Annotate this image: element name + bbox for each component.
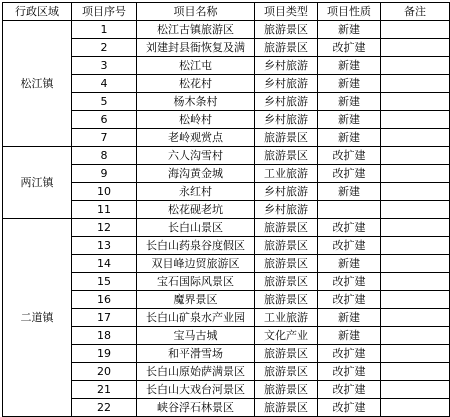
- project-no-cell: 4: [72, 75, 137, 93]
- project-no-cell: 10: [72, 183, 137, 201]
- note-cell: [381, 21, 450, 39]
- project-nature-cell: 改扩建: [318, 219, 381, 237]
- note-cell: [381, 183, 450, 201]
- project-nature-cell: 改扩建: [318, 399, 381, 417]
- table-row: [3, 147, 450, 165]
- district-cell: 松江镇: [3, 21, 72, 147]
- project-nature-cell: 新建: [318, 129, 381, 147]
- project-no-cell: 19: [72, 345, 137, 363]
- project-type-cell: 旅游景区: [255, 237, 318, 255]
- project-name-cell: 长白山矿泉水产业园: [137, 309, 255, 327]
- project-name-cell: 六人沟雪村: [137, 147, 255, 165]
- project-no-cell: 6: [72, 111, 137, 129]
- project-name-cell: 杨木条村: [137, 93, 255, 111]
- table-row: [3, 219, 450, 237]
- project-nature-cell: 改扩建: [318, 147, 381, 165]
- project-name-cell: 峡谷浮石林景区: [137, 399, 255, 417]
- project-type-cell: 乡村旅游: [255, 183, 318, 201]
- project-name-cell: 永红村: [137, 183, 255, 201]
- project-type-cell: 旅游景区: [255, 363, 318, 381]
- project-no-cell: 2: [72, 39, 137, 57]
- project-no-cell: 22: [72, 399, 137, 417]
- note-cell: [381, 219, 450, 237]
- project-name-cell: 松江屯: [137, 57, 255, 75]
- project-name-cell: 长白山原始萨满景区: [137, 363, 255, 381]
- project-type-cell: 乡村旅游: [255, 75, 318, 93]
- project-type-cell: 旅游景区: [255, 399, 318, 417]
- project-type-cell: 旅游景区: [255, 345, 318, 363]
- project-nature-cell: [318, 201, 381, 219]
- project-nature-cell: 新建: [318, 327, 381, 345]
- project-no-cell: 9: [72, 165, 137, 183]
- project-name-cell: 刘建封县衙恢复及满: [137, 39, 255, 57]
- note-cell: [381, 57, 450, 75]
- project-nature-cell: 新建: [318, 255, 381, 273]
- project-name-cell: 松岭村: [137, 111, 255, 129]
- project-type-cell: 工业旅游: [255, 309, 318, 327]
- project-no-cell: 12: [72, 219, 137, 237]
- note-cell: [381, 201, 450, 219]
- note-cell: [381, 345, 450, 363]
- project-nature-cell: 改扩建: [318, 363, 381, 381]
- table-body: [3, 21, 450, 417]
- project-no-cell: 5: [72, 93, 137, 111]
- header-row: [3, 3, 450, 21]
- note-cell: [381, 147, 450, 165]
- note-cell: [381, 273, 450, 291]
- district-cell: 两江镇: [3, 147, 72, 219]
- header-project-type: 项目类型: [255, 3, 318, 21]
- project-type-cell: 乡村旅游: [255, 57, 318, 75]
- project-no-cell: 16: [72, 291, 137, 309]
- project-type-cell: 工业旅游: [255, 165, 318, 183]
- project-nature-cell: 改扩建: [318, 165, 381, 183]
- project-no-cell: 15: [72, 273, 137, 291]
- project-nature-cell: 新建: [318, 309, 381, 327]
- header-district: 行政区域: [3, 3, 72, 21]
- project-name-cell: 松江古镇旅游区: [137, 21, 255, 39]
- project-name-cell: 松花砚老坑: [137, 201, 255, 219]
- project-no-cell: 21: [72, 381, 137, 399]
- note-cell: [381, 327, 450, 345]
- note-cell: [381, 291, 450, 309]
- project-nature-cell: 新建: [318, 57, 381, 75]
- project-name-cell: 松花村: [137, 75, 255, 93]
- header-project-nature: 项目性质: [318, 3, 381, 21]
- project-name-cell: 长白山景区: [137, 219, 255, 237]
- note-cell: [381, 93, 450, 111]
- project-no-cell: 1: [72, 21, 137, 39]
- project-no-cell: 20: [72, 363, 137, 381]
- project-nature-cell: 改扩建: [318, 39, 381, 57]
- note-cell: [381, 381, 450, 399]
- note-cell: [381, 111, 450, 129]
- note-cell: [381, 75, 450, 93]
- project-nature-cell: 改扩建: [318, 345, 381, 363]
- project-type-cell: 旅游景区: [255, 255, 318, 273]
- project-no-cell: 3: [72, 57, 137, 75]
- note-cell: [381, 165, 450, 183]
- note-cell: [381, 237, 450, 255]
- project-no-cell: 13: [72, 237, 137, 255]
- project-type-cell: 乡村旅游: [255, 111, 318, 129]
- project-nature-cell: 新建: [318, 21, 381, 39]
- header-note: 备注: [381, 3, 450, 21]
- project-nature-cell: 改扩建: [318, 273, 381, 291]
- project-name-cell: 魔界景区: [137, 291, 255, 309]
- project-table: [2, 2, 450, 417]
- note-cell: [381, 255, 450, 273]
- project-nature-cell: 新建: [318, 75, 381, 93]
- header-project-no: 项目序号: [72, 3, 137, 21]
- project-type-cell: 文化产业: [255, 327, 318, 345]
- project-name-cell: 老岭观赏点: [137, 129, 255, 147]
- project-nature-cell: 改扩建: [318, 237, 381, 255]
- note-cell: [381, 399, 450, 417]
- project-nature-cell: 新建: [318, 93, 381, 111]
- project-type-cell: 旅游景区: [255, 21, 318, 39]
- district-cell: 二道镇: [3, 219, 72, 417]
- header-project-name: 项目名称: [137, 3, 255, 21]
- project-nature-cell: 改扩建: [318, 381, 381, 399]
- note-cell: [381, 39, 450, 57]
- project-nature-cell: 新建: [318, 111, 381, 129]
- project-type-cell: 乡村旅游: [255, 201, 318, 219]
- project-name-cell: 宝马古城: [137, 327, 255, 345]
- project-name-cell: 海沟黄金城: [137, 165, 255, 183]
- project-no-cell: 7: [72, 129, 137, 147]
- project-no-cell: 11: [72, 201, 137, 219]
- project-type-cell: 旅游景区: [255, 219, 318, 237]
- project-type-cell: 旅游景区: [255, 291, 318, 309]
- project-type-cell: 旅游景区: [255, 129, 318, 147]
- project-no-cell: 17: [72, 309, 137, 327]
- project-type-cell: 旅游景区: [255, 147, 318, 165]
- note-cell: [381, 129, 450, 147]
- project-type-cell: 旅游景区: [255, 39, 318, 57]
- project-no-cell: 8: [72, 147, 137, 165]
- table-row: [3, 21, 450, 39]
- project-nature-cell: 新建: [318, 183, 381, 201]
- note-cell: [381, 363, 450, 381]
- project-name-cell: 双目峰边贸旅游区: [137, 255, 255, 273]
- project-name-cell: 长白山药泉谷度假区: [137, 237, 255, 255]
- project-nature-cell: 改扩建: [318, 291, 381, 309]
- project-type-cell: 旅游景区: [255, 381, 318, 399]
- project-name-cell: 和平滑雪场: [137, 345, 255, 363]
- project-no-cell: 14: [72, 255, 137, 273]
- project-name-cell: 宝石国际风景区: [137, 273, 255, 291]
- project-no-cell: 18: [72, 327, 137, 345]
- project-type-cell: 旅游景区: [255, 273, 318, 291]
- note-cell: [381, 309, 450, 327]
- project-name-cell: 长白山大戏台河景区: [137, 381, 255, 399]
- project-type-cell: 乡村旅游: [255, 93, 318, 111]
